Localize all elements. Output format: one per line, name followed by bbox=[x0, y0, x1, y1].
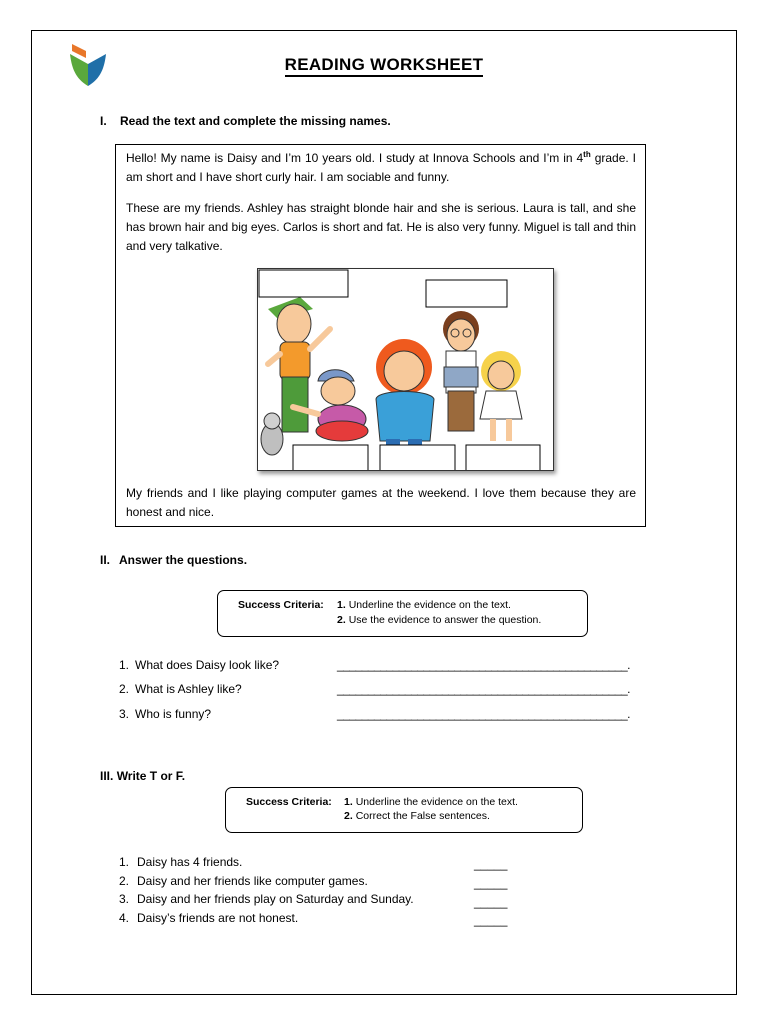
statement-3: 3. Daisy and her friends play on Saturday and Sunday. bbox=[119, 892, 414, 906]
name-box-2 bbox=[426, 280, 507, 307]
dog-figure bbox=[261, 413, 283, 455]
name-box-3 bbox=[293, 445, 368, 471]
tf-blank-2[interactable]: _____ bbox=[474, 876, 508, 890]
section-1-heading: I. Read the text and complete the missing names. bbox=[100, 114, 391, 128]
criteria-item: 2. Correct the False sentences. bbox=[344, 810, 490, 822]
criteria-item: 1. Underline the evidence on the text. bbox=[337, 599, 511, 611]
answer-line-2[interactable]: _______________________________________________. bbox=[337, 682, 631, 696]
name-box-5 bbox=[466, 445, 540, 471]
tf-blank-3[interactable]: _____ bbox=[474, 895, 508, 909]
tf-blank-1[interactable]: _____ bbox=[474, 857, 508, 871]
laura-figure bbox=[443, 311, 479, 431]
name-box-1 bbox=[259, 270, 348, 297]
cartoon-kids-image bbox=[258, 269, 554, 471]
answer-line-3[interactable]: _______________________________________________. bbox=[337, 707, 631, 721]
success-criteria-box-3 bbox=[225, 787, 583, 833]
reading-paragraph-3: My friends and I like playing computer games at the weekend. I love them because they are honest and nice. bbox=[126, 486, 636, 519]
statement-1: 1. Daisy has 4 friends. bbox=[119, 855, 243, 869]
criteria-label: Success Criteria: bbox=[246, 796, 332, 808]
section-3-heading: III. Write T or F. bbox=[100, 769, 186, 783]
name-box-4 bbox=[380, 445, 455, 471]
page-title: READING WORKSHEET bbox=[0, 55, 768, 75]
tf-blank-4[interactable]: _____ bbox=[474, 913, 508, 927]
criteria-label: Success Criteria: bbox=[238, 599, 324, 611]
reading-paragraph-1: Hello! My name is Daisy and I’m 10 years old. I study at Innova Schools and I’m in 4th grade. I am short and I have short curly hair. I am sociable and funny. bbox=[126, 150, 636, 184]
statement-4: 4. Daisy’s friends are not honest. bbox=[119, 911, 299, 925]
reading-paragraph-2: These are my friends. Ashley has straight blonde hair and she is serious. Laura is tall, and she has brown hair and big eyes. Carlos is short and fat. He is also very funny. Miguel is tall and thin and very talkative. bbox=[126, 201, 636, 253]
success-criteria-box-2 bbox=[217, 590, 588, 637]
question-3: 3. Who is funny? bbox=[119, 707, 212, 721]
section-2-heading: II. Answer the questions. bbox=[100, 553, 248, 567]
answer-line-1[interactable]: _______________________________________________. bbox=[337, 658, 631, 672]
criteria-item: 1. Underline the evidence on the text. bbox=[344, 796, 518, 808]
criteria-item: 2. Use the evidence to answer the question. bbox=[337, 614, 542, 626]
statement-2: 2. Daisy and her friends like computer games. bbox=[119, 874, 368, 888]
friends-illustration bbox=[257, 268, 554, 471]
question-2: 2. What is Ashley like? bbox=[119, 682, 242, 696]
ashley-figure bbox=[480, 351, 522, 441]
question-1: 1. What does Daisy look like? bbox=[119, 658, 280, 672]
